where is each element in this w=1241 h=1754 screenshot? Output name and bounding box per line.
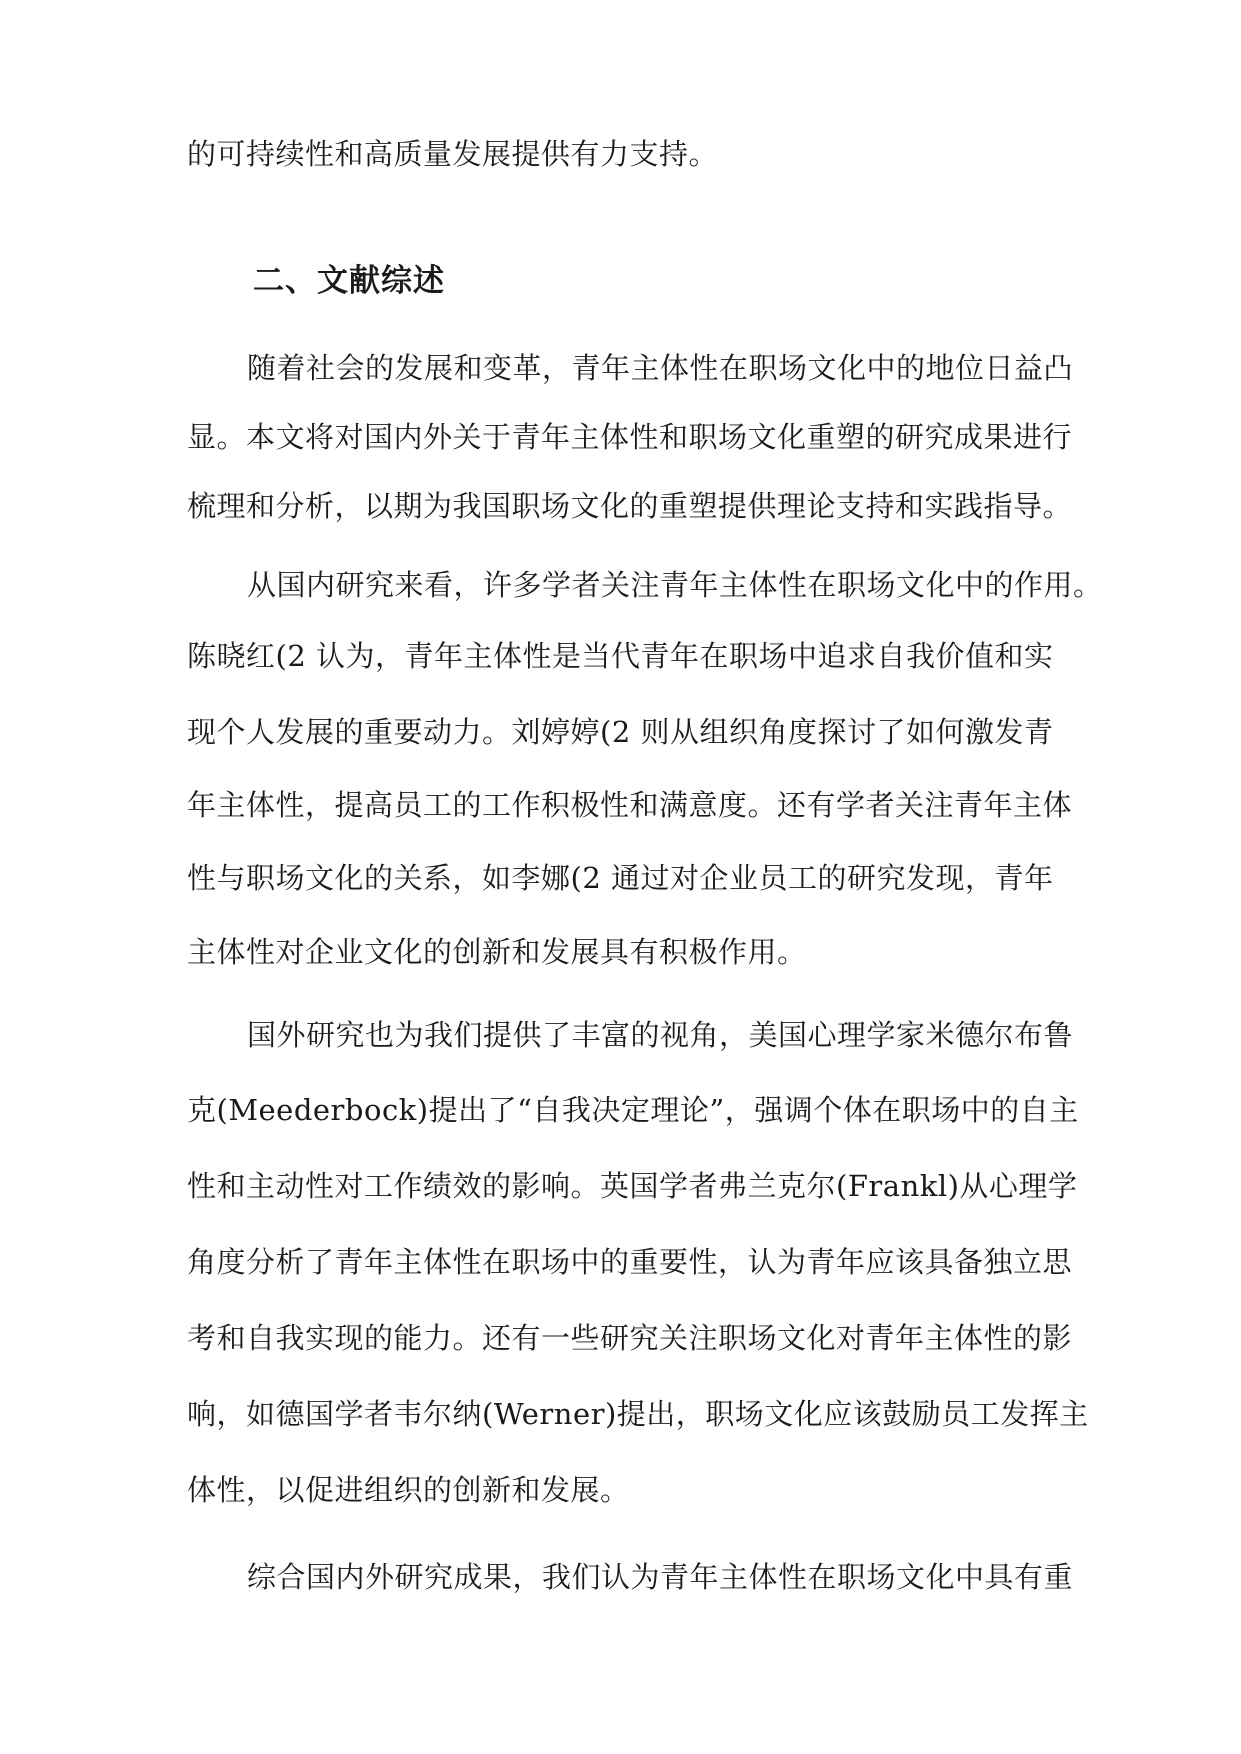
paragraph-1-line-1: 随着社会的发展和变革，青年主体性在职场文化中的地位日益凸 — [247, 351, 1074, 385]
paragraph-3-line-6: 响，如德国学者韦尔纳(Werner)提出，职场文化应该鼓励员工发挥主 — [187, 1397, 1089, 1431]
paragraph-3-line-1: 国外研究也为我们提供了丰富的视角，美国心理学家米德尔布鲁 — [247, 1018, 1074, 1052]
paragraph-2-line-6: 主体性对企业文化的创新和发展具有积极作用。 — [187, 935, 807, 969]
paragraph-2-line-5: 性与职场文化的关系，如李娜(2 通过对企业员工的研究发现，青年 — [187, 861, 1054, 895]
paragraph-3-line-5: 考和自我实现的能力。还有一些研究关注职场文化对青年主体性的影 — [187, 1321, 1073, 1355]
section-heading: 二、文献综述 — [253, 263, 445, 299]
paragraph-1-line-3: 梳理和分析，以期为我国职场文化的重塑提供理论支持和实践指导。 — [187, 489, 1073, 523]
paragraph-3-line-4: 角度分析了青年主体性在职场中的重要性，认为青年应该具备独立思 — [187, 1245, 1073, 1279]
paragraph-2-line-2: 陈晓红(2 认为，青年主体性是当代青年在职场中追求自我价值和实 — [187, 639, 1054, 673]
text-line: 的可持续性和高质量发展提供有力支持。 — [187, 137, 719, 171]
paragraph-1-line-2: 显。本文将对国内外关于青年主体性和职场文化重塑的研究成果进行 — [187, 420, 1073, 454]
paragraph-2-line-4: 年主体性，提高员工的工作积极性和满意度。还有学者关注青年主体 — [187, 788, 1073, 822]
paragraph-2-line-1: 从国内研究来看，许多学者关注青年主体性在职场文化中的作用。 — [247, 568, 1103, 602]
paragraph-3-line-3: 性和主动性对工作绩效的影响。英国学者弗兰克尔(Frankl)从心理学 — [187, 1169, 1078, 1203]
paragraph-2-line-3: 现个人发展的重要动力。刘婷婷(2 则从组织角度探讨了如何激发青 — [187, 715, 1054, 749]
paragraph-3-line-2: 克(Meederbock)提出了“自我决定理论”，强调个体在职场中的自主 — [187, 1093, 1079, 1127]
paragraph-4-line-1: 综合国内外研究成果，我们认为青年主体性在职场文化中具有重 — [247, 1560, 1074, 1594]
paragraph-3-line-7: 体性，以促进组织的创新和发展。 — [187, 1473, 630, 1507]
